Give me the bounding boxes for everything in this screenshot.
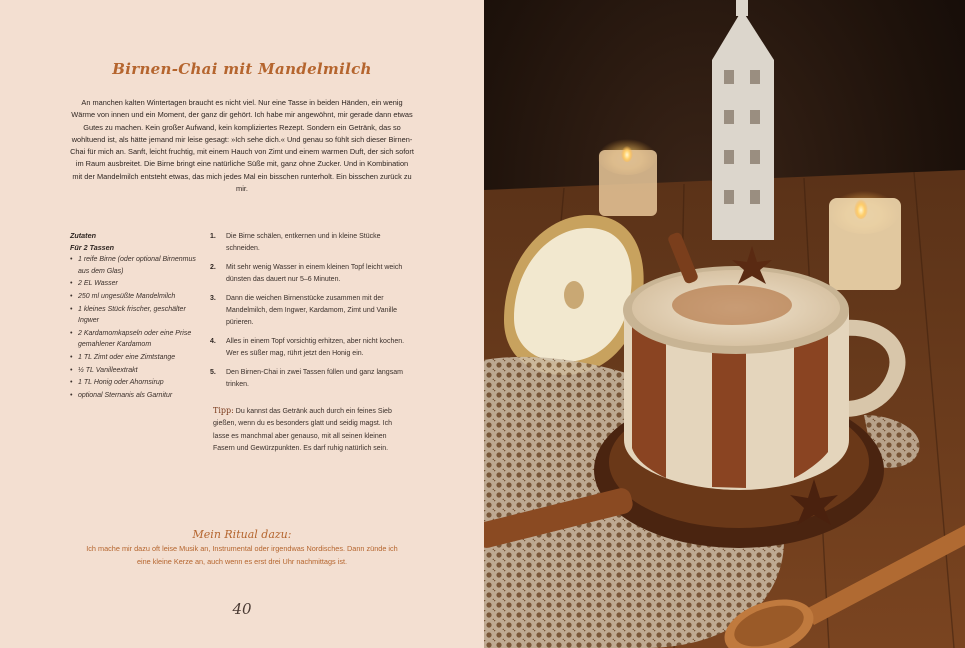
- tip-note: [213, 405, 409, 456]
- page-number: 40: [232, 600, 252, 618]
- tip-text: Du kannst das Getränk auch durch ein feines Sieb gießen, wenn du es besonders glatt und seidig magst. Ich lasse es manchmal aber genauso, mit all seinen kleinen Fasern und Gewürzpunkten. Es darf ruhig natürlich sein.: [213, 408, 392, 453]
- ingredient-item: • 2 EL Wasser: [70, 278, 205, 290]
- ingredient-item: • ½ TL Vanilleextrakt: [70, 365, 205, 377]
- candle-back: [597, 135, 657, 216]
- chai-photo: [484, 0, 965, 648]
- steps-list: [210, 231, 410, 399]
- ritual-text: Ich mache mir dazu oft leise Musik an, Instrumental oder irgendwas Nordisches. Dann zünde ich eine kleine Kerze an, auch wenn es erst drei Uhr nachmittags ist.: [86, 544, 398, 566]
- ingredients-section: [70, 230, 205, 403]
- step-text: Mit sehr wenig Wasser in einem kleinen Topf leicht weich dünsten das dauert nur 5–6 Minuten.: [226, 264, 403, 283]
- servings-label: Für 2 Tassen: [70, 243, 115, 252]
- candle-right: [828, 186, 901, 290]
- step-item: [210, 262, 410, 285]
- ingredient-item: • optional Sternanis als Garnitur: [70, 390, 205, 402]
- ingredient-item: • 1 TL Zimt oder eine Zimtstange: [70, 352, 205, 364]
- ingredient-item: • 250 ml ungesüßte Mandelmilch: [70, 291, 205, 303]
- ritual-heading: Mein Ritual dazu:: [192, 528, 292, 541]
- ingredient-item: • 1 reife Birne (oder optional Birnenmus aus dem Glas): [70, 254, 205, 277]
- ingredient-item: • 1 kleines Stück frischer, geschälter Ingwer: [70, 304, 205, 327]
- step-item: [210, 293, 410, 328]
- step-item: [210, 367, 410, 390]
- tip-label: Tipp:: [213, 406, 234, 415]
- recipe-title: Birnen-Chai mit Mandelmilch: [112, 60, 372, 78]
- step-number: 2.: [210, 264, 216, 272]
- step-text: Dann die weichen Birnenstücke zusammen mit der Mandelmilch, dem Ingwer, Kardamom, Zimt und Vanille pürieren.: [226, 295, 398, 326]
- recipe-intro: An manchen kalten Wintertagen braucht es nicht viel. Nur eine Tasse in beiden Händen, ein wenig Wärme von innen und ein Moment, der ganz dir gehört. Ich habe mir angewöhnt, mir gerade dann etwas Gutes zu machen. Kein großer Aufwand, kein kompliziertes Rezept. Sondern ein Getränk, das so wohltuend ist, als hätte jemand mir leise gesagt: »Ich sehe dich.« Und genau so fühlt sich dieser Birnen-Chai für mich an. Sanft, leicht fruchtig, mit einem Hauch von Zimt und einem warmen Duft, der sich sofort im Raum ausbreitet. Die Birne bringt eine natürliche Süße mit, ganz ohne Zucker. Und in Kombination mit der Mandelmilch entsteht etwas, das mich jedes Mal ein bisschen runterholt. Ein bisschen zurück zu mir.: [70, 98, 414, 194]
- step-number: 3.: [210, 295, 216, 303]
- step-item: [210, 336, 410, 359]
- ingredients-heading: Zutaten: [70, 231, 96, 240]
- step-item: [210, 231, 410, 254]
- step-text: Den Birnen-Chai in zwei Tassen füllen und ganz langsam trinken.: [226, 369, 403, 388]
- step-text: Alles in einem Topf vorsichtig erhitzen, aber nicht kochen. Wer es süßer mag, rührt jetzt den Honig ein.: [226, 338, 405, 357]
- ingredient-item: • 2 Kardamomkapseln oder eine Prise gemahlener Kardamom: [70, 328, 205, 351]
- step-number: 5.: [210, 369, 216, 377]
- step-number: 1.: [210, 233, 216, 240]
- step-number: 4.: [210, 338, 216, 346]
- step-text: Die Birne schälen, entkernen und in kleine Stücke schneiden.: [226, 233, 381, 252]
- ingredient-item: • 1 TL Honig oder Ahornsirup: [70, 377, 205, 389]
- ingredients-list: [70, 254, 205, 402]
